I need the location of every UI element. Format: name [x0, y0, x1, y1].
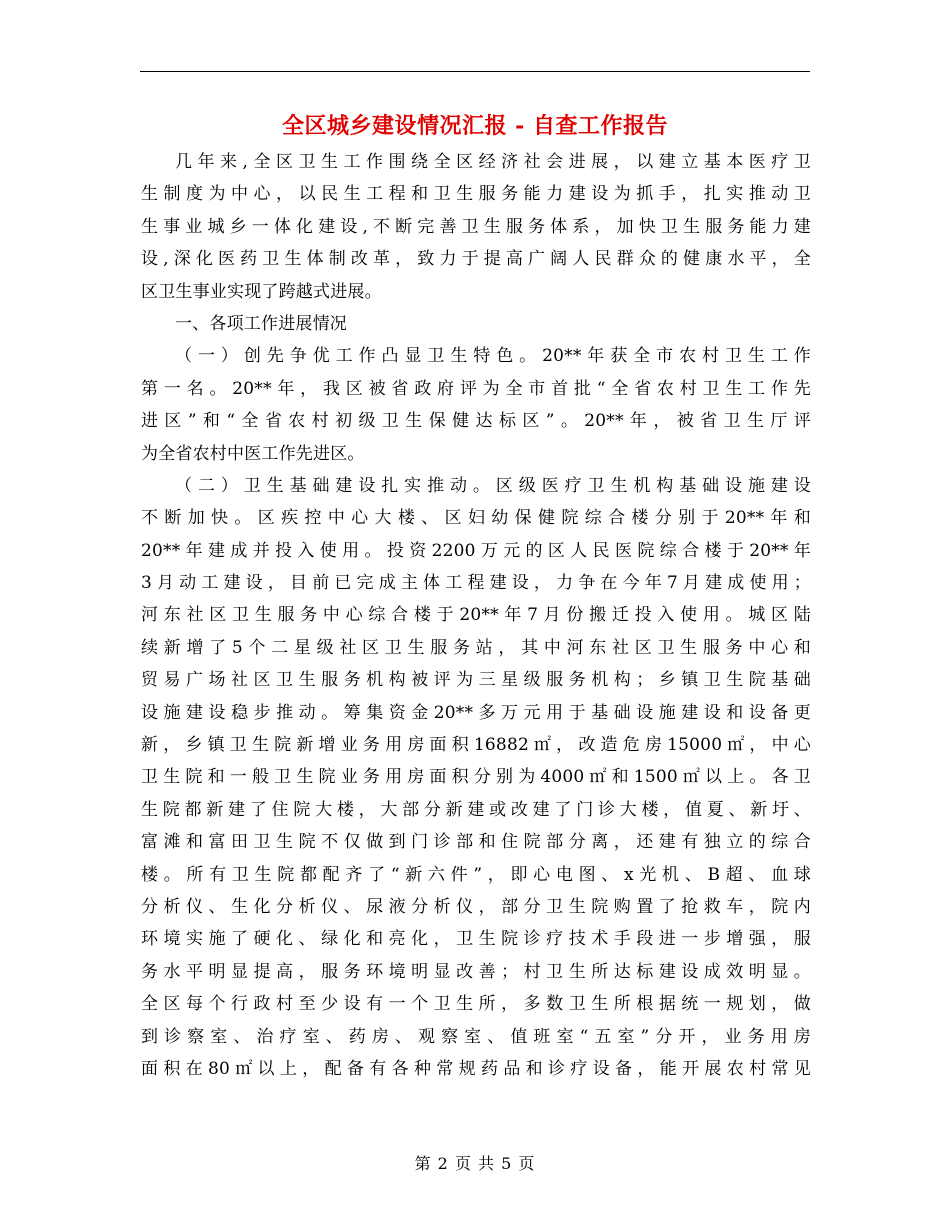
body-line: 务水平明显提高，服务环境明显改善；村卫生所达标建设成效明显。	[141, 961, 811, 982]
body-line: 到诊察室、治疗室、药房、观察室、值班室“五室”分开，业务用房	[141, 1026, 811, 1047]
page-number: 第 2 页 共 5 页	[414, 1154, 536, 1173]
body-line: 续新增了5个二星级社区卫生服务站，其中河东社区卫生服务中心和	[141, 637, 811, 658]
body-line: 3月动工建设，目前已完成主体工程建设，力争在今年7月建成使用；	[141, 573, 811, 594]
body-line: 区卫生事业实现了跨越式进展。	[141, 281, 382, 302]
body-line: 富滩和富田卫生院不仅做到门诊部和住院部分离，还建有独立的综合	[141, 832, 811, 853]
document-body	[141, 146, 811, 1085]
body-line: 环境实施了硬化、绿化和亮化，卫生院诊疗技术手段进一步增强，服	[141, 929, 811, 950]
body-line: 进区”和“全省农村初级卫生保健达标区”。20**年，被省卫生厅评	[141, 411, 811, 432]
body-line: 生制度为中心，以民生工程和卫生服务能力建设为抓手，扎实推动卫	[141, 184, 811, 205]
body-line: 设,深化医药卫生体制改革，致力于提高广阔人民群众的健康水平，全	[141, 249, 811, 270]
body-line: 为全省农村中医工作先进区。	[141, 443, 365, 464]
header-rule	[140, 71, 810, 72]
body-line: 几年来,全区卫生工作围绕全区经济社会进展，以建立基本医疗卫	[175, 152, 811, 172]
body-line: 第一名。20**年，我区被省政府评为全市首批“全省农村卫生工作先	[141, 378, 811, 399]
body-line: 分析仪、生化分析仪、尿液分析仪，部分卫生院购置了抢救车，院内	[141, 896, 811, 917]
body-line: 楼。所有卫生院都配齐了“新六件”，即心电图、x光机、B超、血球	[141, 864, 811, 885]
body-line: 面积在80㎡以上，配备有各种常规药品和诊疗设备，能开展农村常见	[141, 1058, 811, 1079]
body-line: 河东社区卫生服务中心综合楼于20**年7月份搬迁投入使用。城区陆	[141, 605, 811, 626]
body-line: 不断加快。区疾控中心大楼、区妇幼保健院综合楼分别于20**年和	[141, 508, 811, 529]
section-heading: 一、各项工作进展情况	[175, 313, 347, 334]
document-title: 全区城乡建设情况汇报 - 自查工作报告	[282, 113, 668, 139]
body-line: 新，乡镇卫生院新增业务用房面积16882㎡，改造危房15000㎡，中心	[141, 735, 811, 756]
body-line: （二）卫生基础建设扎实推动。区级医疗卫生机构基础设施建设	[175, 475, 811, 496]
body-line: 生事业城乡一体化建设,不断完善卫生服务体系，加快卫生服务能力建	[141, 216, 811, 237]
body-line: 生院都新建了住院大楼，大部分新建或改建了门诊大楼，值夏、新圩、	[141, 799, 811, 820]
body-line: 卫生院和一般卫生院业务用房面积分别为4000㎡和1500㎡以上。各卫	[141, 767, 811, 788]
body-line: 贸易广场社区卫生服务机构被评为三星级服务机构；乡镇卫生院基础	[141, 670, 811, 691]
body-line: 全区每个行政村至少设有一个卫生所，多数卫生所根据统一规划，做	[141, 994, 811, 1015]
body-line: （一）创先争优工作凸显卫生特色。20**年获全市农村卫生工作	[175, 346, 811, 367]
body-line: 设施建设稳步推动。筹集资金20**多万元用于基础设施建设和设备更	[141, 702, 811, 723]
body-line: 20**年建成并投入使用。投资2200万元的区人民医院综合楼于20**年	[141, 540, 811, 561]
